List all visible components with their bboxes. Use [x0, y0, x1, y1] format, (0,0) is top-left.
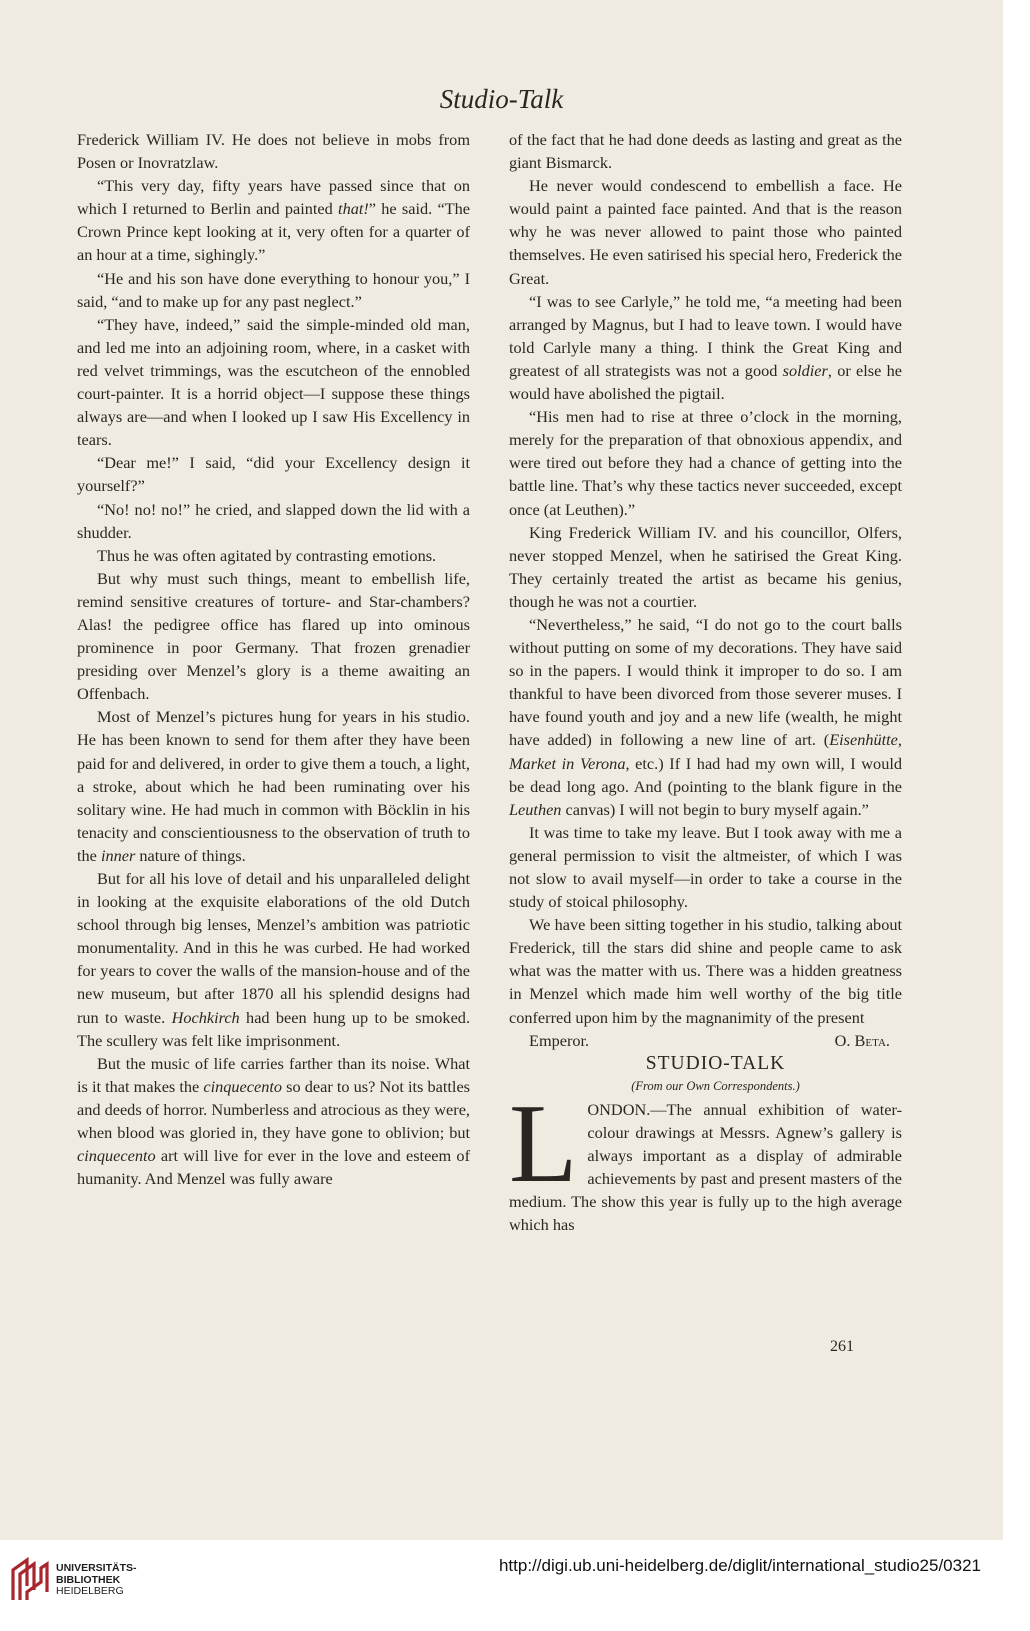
paragraph: But for all his love of detail and his unparalleled delight in looking at the exquisite elaborations of the old Dutch school through big lenses, Menzel’s ambition was patriotic monumentality. And in this he was curbed. He had worked for years to cover the walls of the mansion-house and of the new museum, but after 1870 all his splendid designs had run to waste. Hochkirch had been hung up to be smoked. The scullery was felt like imprisonment.: [77, 869, 471, 1050]
paragraph: “Dear me!” I said, “did your Excellency design it yourself?”: [77, 453, 470, 496]
library-name: UNIVERSITÄTS- BIBLIOTHEK HEIDELBERG: [56, 1562, 137, 1597]
paragraph: “This very day, fifty years have passed since that on which I returned to Berlin and painted that!” he said. “The Crown Prince kept looking at it, very often for a quarter of an hour at a time, sighingly.”: [77, 176, 470, 265]
section-subtitle: (From our Own Correspondents.): [631, 1078, 800, 1093]
paragraph: It was time to take my leave. But I took away with me a general permission to visit the altmeister, of which I was not slow to avail myself—in order to take a course in the study of stoical philosophy.: [509, 822, 902, 912]
drop-cap: L: [509, 1097, 578, 1206]
paragraph: “No! no! no!” he cried, and slapped down the lid with a shudder.: [77, 499, 470, 542]
paragraph: King Frederick William IV. and his councillor, Olfers, never stopped Menzel, when he satirised the Great King. They certainly treated the artist as became his genius, though he was not a courtier.: [509, 522, 902, 611]
digitization-footer: [0, 1540, 1003, 1631]
paragraph: Most of Menzel’s pictures hung for years in his studio. He has been known to send for them after they have been paid for and delivered, in order to give them a touch, a light, a stroke, about which he had been ruminating over his solitary wine. He had much in common with Böcklin in his tenacity and conscientiousness to the observation of truth to the inner nature of things.: [77, 707, 470, 865]
paragraph: “Nevertheless,” he said, “I do not go to the court balls without putting on some of my decorations. They have said so in the papers. I would think it improper to do so. I am thankful to have been divorced from those severer muses. I have found youth and joy and a new life (wealth, he might have added) in following a new line of art. (Eisenhütte, Market in Verona, etc.) If I had had my own will, I would be dead long ago. And (pointing to the blank figure in the Leuthen canvas) I will not begin to bury myself again.”: [509, 614, 902, 819]
signature-line: [509, 1029, 902, 1052]
section-title: STUDIO-TALK: [645, 1052, 786, 1074]
paragraph: Frederick William IV. He does not believe in mobs from Posen or Inovratzlaw.: [77, 130, 470, 173]
right-column: [509, 128, 902, 1237]
paragraph: We have been sitting together in his studio, talking about Frederick, till the stars did shine and people came to ask what was the matter with us. There was a hidden greatness in Menzel which made him well worthy of the big title conferred upon him by the magnanimity of the present: [509, 915, 902, 1027]
right-margin: [1003, 0, 1030, 1631]
last-word: Emperor.: [529, 1030, 590, 1050]
page-number: 261: [830, 1338, 854, 1355]
library-logo-icon: [9, 1556, 51, 1602]
paragraph: “His men had to rise at three o’clock in the morning, merely for the preparation of that obnoxious appendix, and were tired out before they had a chance of getting into the battle line. That’s why these tactics never succeeded, except once (at Leuthen).”: [509, 407, 902, 519]
author-signature: O. Beta.: [834, 1030, 890, 1050]
paragraph: of the fact that he had done deeds as lasting and great as the giant Bismarck.: [509, 130, 902, 173]
london-paragraph: LONDON.—The annual exhibition of water-colour drawings at Messrs. Agnew’s gallery is always important as a display of admirable achievements by past and present masters of the medium. The show this year is fully up to the high average which has: [509, 1097, 902, 1235]
running-head: Studio-Talk: [439, 84, 564, 114]
left-column: [77, 128, 470, 1190]
paragraph: But why must such things, meant to embellish life, remind sensitive creatures of torture- and Star-chambers? Alas! the pedigree office has flared up into ominous prominence in poor Germany. That frozen grenadier presiding over Menzel’s glory is a theme awaiting an Offenbach.: [77, 568, 470, 704]
paragraph: But the music of life carries farther than its noise. What is it that makes the cinquecento so dear to us? Not its battles and deeds of horror. Numberless and atrocious as they were, when blood was gloried in, they have gone to oblivion; but cinquecento art will live for ever in the love and esteem of humanity. And Menzel was fully aware: [77, 1053, 471, 1189]
source-url-link[interactable]: http://digi.ub.uni-heidelberg.de/diglit/international_studio25/0321: [498, 1556, 981, 1575]
paragraph: “They have, indeed,” said the simple-minded old man, and led me into an adjoining room, where, in a casket with red velvet trimmings, was the escutcheon of the ennobled court-painter. It is a horrid object—I suppose these things always are—and when I looked up I saw His Excellency in tears.: [77, 314, 470, 450]
paragraph: “I was to see Carlyle,” he told me, “a meeting had been arranged by Magnus, but I had to leave town. I would have told Carlyle many a thing. I think the Great King and greatest of all strategists was not a good soldier, or else he would have abolished the pigtail.: [509, 291, 902, 404]
paragraph: “He and his son have done everything to honour you,” I said, “and to make up for any past neglect.”: [77, 268, 470, 311]
paragraph: Thus he was often agitated by contrasting emotions.: [97, 545, 437, 565]
paragraph: He never would condescend to embellish a face. He would paint a painted face painted. And that is the reason why he was never allowed to paint those who painted themselves. He even satirised his special hero, Frederick the Great.: [509, 176, 902, 288]
